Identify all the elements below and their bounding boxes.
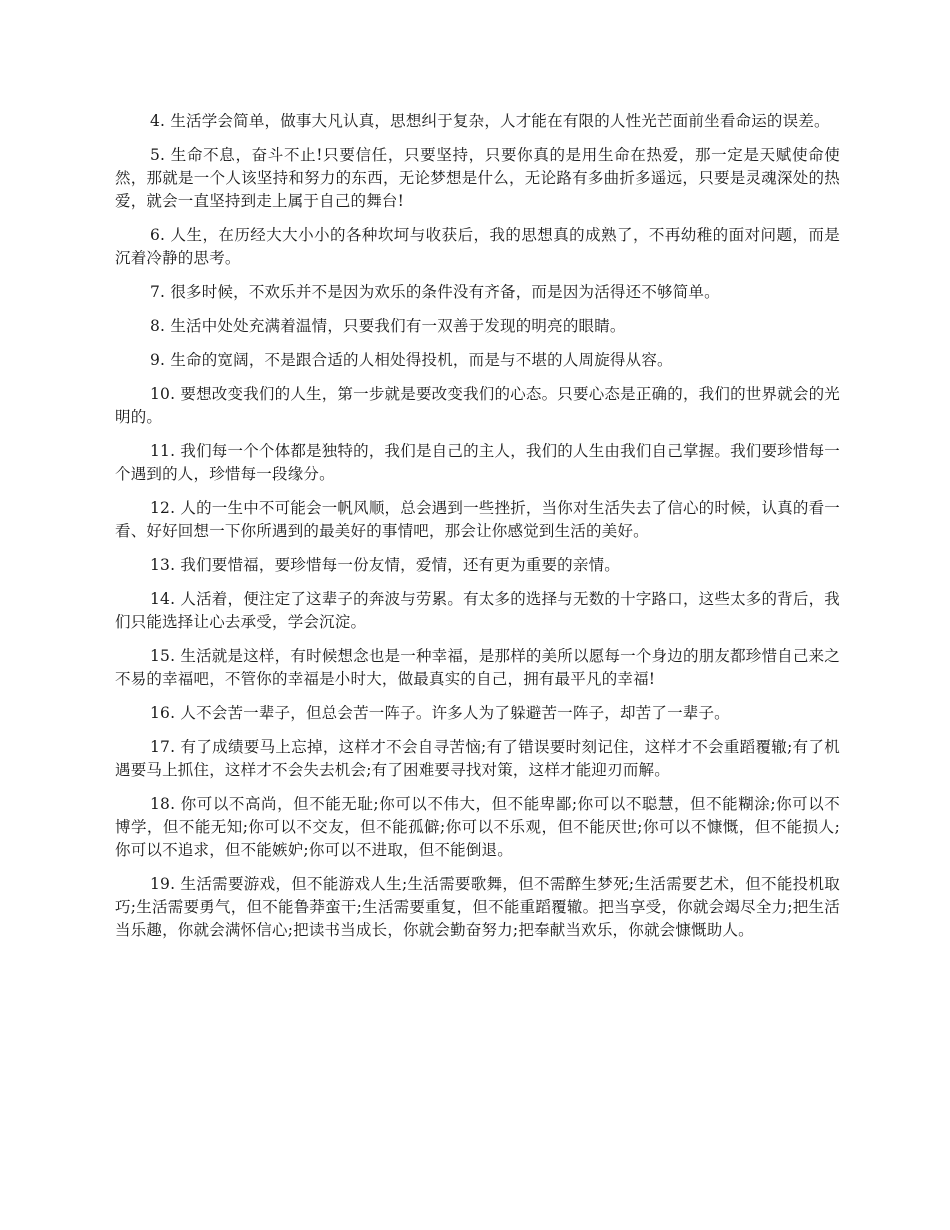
paragraph-16: 16. 人不会苦一辈子，但总会苦一阵子。许多人为了躲避苦一阵子，却苦了一辈子。 — [150, 704, 730, 722]
paragraph-19: 19. 生活需要游戏，但不能游戏人生;生活需要歌舞，但不需醉生梦死;生活需要艺术，但不能投机取巧;生活需要勇气，但不能鲁莽蛮干;生活需要重复，但不能重蹈覆辙。把当享受，你就会竭尽全力;把生活当乐趣，你就会满怀信心;把读书当成长，你就会勤奋努力;把奉献当欢乐，你就会慷慨助人。 — [115, 875, 840, 939]
paragraph-9: 9. 生命的宽阔，不是跟合适的人相处得投机，而是与不堪的人周旋得从容。 — [150, 351, 673, 369]
paragraph-10: 10. 要想改变我们的人生，第一步就是要改变我们的心态。只要心态是正确的，我们的世界就会的光明的。 — [115, 385, 840, 426]
paragraph-8: 8. 生活中处处充满着温情，只要我们有一双善于发现的明亮的眼睛。 — [150, 317, 626, 335]
document-body — [115, 110, 840, 953]
paragraph-17: 17. 有了成绩要马上忘掉，这样才不会自寻苦恼;有了错误要时刻记住，这样才不会重蹈覆辙;有了机遇要马上抓住，这样才不会失去机会;有了困难要寻找对策，这样才能迎刃而解。 — [115, 738, 840, 779]
paragraph-5: 5. 生命不息，奋斗不止!只要信任，只要坚持，只要你真的是用生命在热爱，那一定是天赋使命使然，那就是一个人该坚持和努力的东西，无论梦想是什么，无论路有多曲折多遥远，只要是灵魂深处的热爱，就会一直坚持到走上属于自己的舞台! — [115, 146, 840, 210]
paragraph-12: 12. 人的一生中不可能会一帆风顺，总会遇到一些挫折，当你对生活失去了信心的时候，认真的看一看、好好回想一下你所遇到的最美好的事情吧，那会让你感觉到生活的美好。 — [115, 499, 840, 540]
paragraph-15: 15. 生活就是这样，有时候想念也是一种幸福，是那样的美所以愿每一个身边的朋友都珍惜自己来之不易的幸福吧，不管你的幸福是小时大，做最真实的自己，拥有最平凡的幸福! — [115, 647, 840, 688]
paragraph-14: 14. 人活着，便注定了这辈子的奔波与劳累。有太多的选择与无数的十字路口，这些太多的背后，我们只能选择让心去承受，学会沉淀。 — [115, 590, 840, 631]
paragraph-4: 4. 生活学会简单，做事大凡认真，思想纠于复杂，人才能在有限的人性光芒面前坐看命运的误差。 — [150, 112, 830, 130]
paragraph-7: 7. 很多时候，不欢乐并不是因为欢乐的条件没有齐备，而是因为活得还不够简单。 — [150, 283, 720, 301]
paragraph-13: 13. 我们要惜福，要珍惜每一份友情，爱情，还有更为重要的亲情。 — [150, 556, 620, 574]
paragraph-18: 18. 你可以不高尚，但不能无耻;你可以不伟大，但不能卑鄙;你可以不聪慧，但不能糊涂;你可以不博学，但不能无知;你可以不交友，但不能孤僻;你可以不乐观，但不能厌世;你可以不慷慨，但不能损人;你可以不追求，但不能嫉妒;你可以不进取，但不能倒退。 — [115, 795, 840, 859]
paragraph-11: 11. 我们每一个个体都是独特的，我们是自己的主人，我们的人生由我们自己掌握。我们要珍惜每一个遇到的人，珍惜每一段缘分。 — [115, 442, 840, 483]
paragraph-6: 6. 人生，在历经大大小小的各种坎坷与收获后，我的思想真的成熟了，不再幼稚的面对问题，而是沉着冷静的思考。 — [115, 226, 840, 267]
